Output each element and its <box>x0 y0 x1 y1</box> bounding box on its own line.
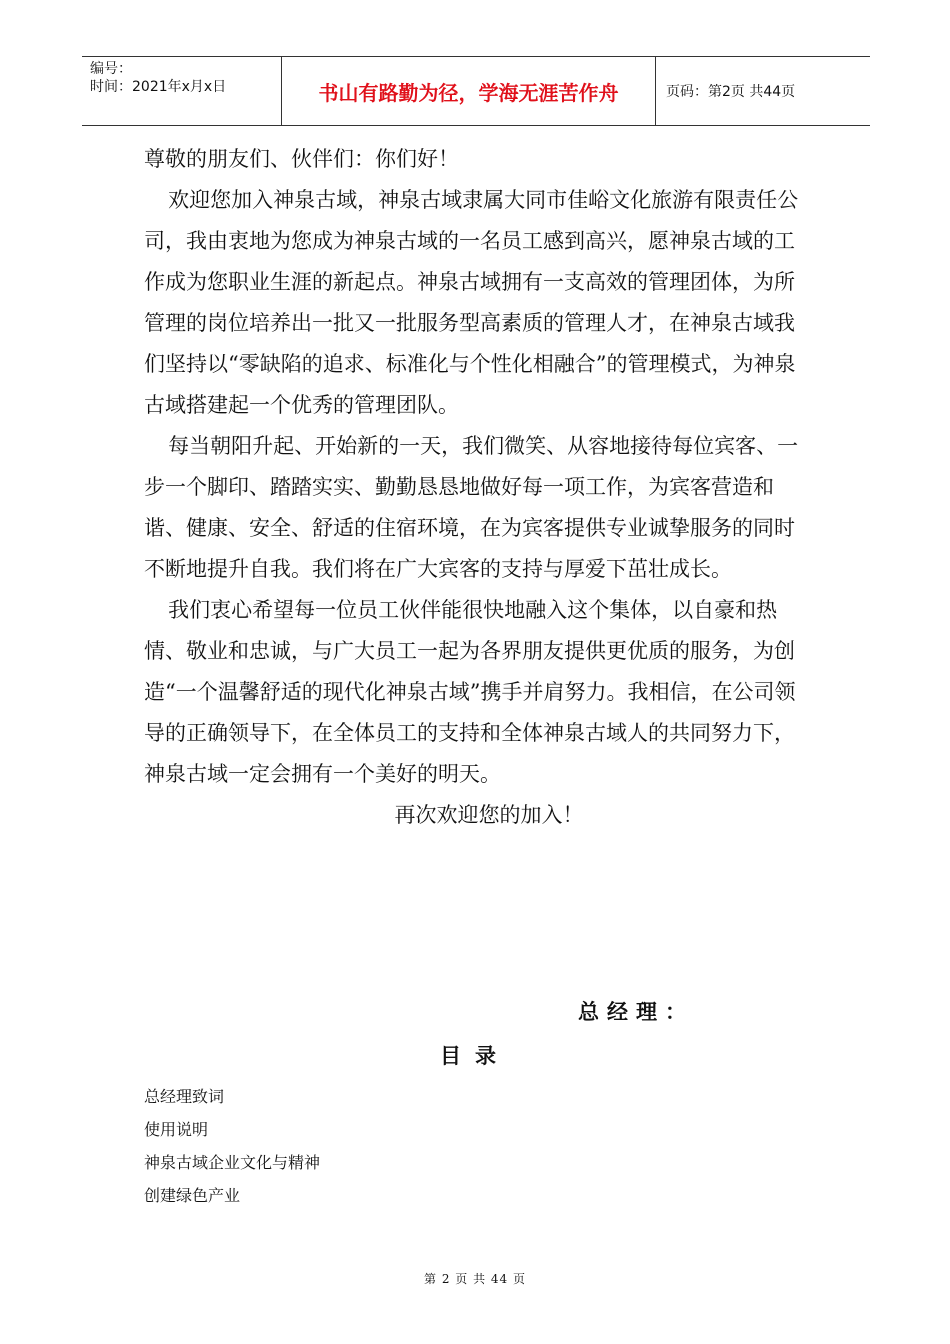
toc-item[interactable]: 总经理致词 <box>144 1087 225 1106</box>
toc-title: 目录 <box>440 1044 510 1068</box>
header-date: 时间：2021年x月x日 <box>90 79 227 95</box>
letter-signature: 总经理： <box>578 1000 694 1024</box>
table-of-contents <box>144 1080 320 1212</box>
header-page-info: 页码：第2页 共44页 <box>666 84 796 100</box>
letter-body <box>144 139 814 836</box>
page-footer: 第 2 页 共 44 页 <box>424 1272 526 1286</box>
document-header <box>82 56 870 126</box>
header-meta <box>82 57 282 125</box>
letter-paragraph: 每当朝阳升起、开始新的一天，我们微笑、从容地接待每位宾客、一步一个脚印、踏踏实实、勤勤恳恳地做好每一项工作，为宾客营造和谐、健康、安全、舒适的住宿环境，在为宾客提供专业诚挚服务的同时不断地提升自我。我们将在广大宾客的支持与厚爱下茁壮成长。 <box>144 434 799 581</box>
toc-item[interactable]: 创建绿色产业 <box>144 1186 241 1205</box>
header-number-label: 编号： <box>90 61 132 77</box>
toc-item[interactable]: 神泉古域企业文化与精神 <box>144 1153 321 1172</box>
letter-closing: 再次欢迎您的加入！ <box>394 803 584 827</box>
toc-item[interactable]: 使用说明 <box>144 1120 209 1139</box>
letter-greeting: 尊敬的朋友们、伙伴们：你们好！ <box>144 147 459 171</box>
header-motto: 书山有路勤为径，学海无涯苦作舟 <box>282 57 656 125</box>
letter-paragraph: 欢迎您加入神泉古域，神泉古域隶属大同市佳峪文化旅游有限责任公司，我由衷地为您成为神泉古域的一名员工感到高兴，愿神泉古域的工作成为您职业生涯的新起点。神泉古域拥有一支高效的管理团体，为所管理的岗位培养出一批又一批服务型高素质的管理人才，在神泉古域我们坚持以“零缺陷的追求、标准化与个性化相融合”的管理模式，为神泉古域搭建起一个优秀的管理团队。 <box>144 188 799 417</box>
letter-paragraph: 我们衷心希望每一位员工伙伴能很快地融入这个集体，以自豪和热情、敬业和忠诚，与广大员工一起为各界朋友提供更优质的服务，为创造“一个温馨舒适的现代化神泉古域”携手并肩努力。我相信，在公司领导的正确领导下，在全体员工的支持和全体神泉古域人的共同努力下，神泉古域一定会拥有一个美好的明天。 <box>144 598 796 786</box>
